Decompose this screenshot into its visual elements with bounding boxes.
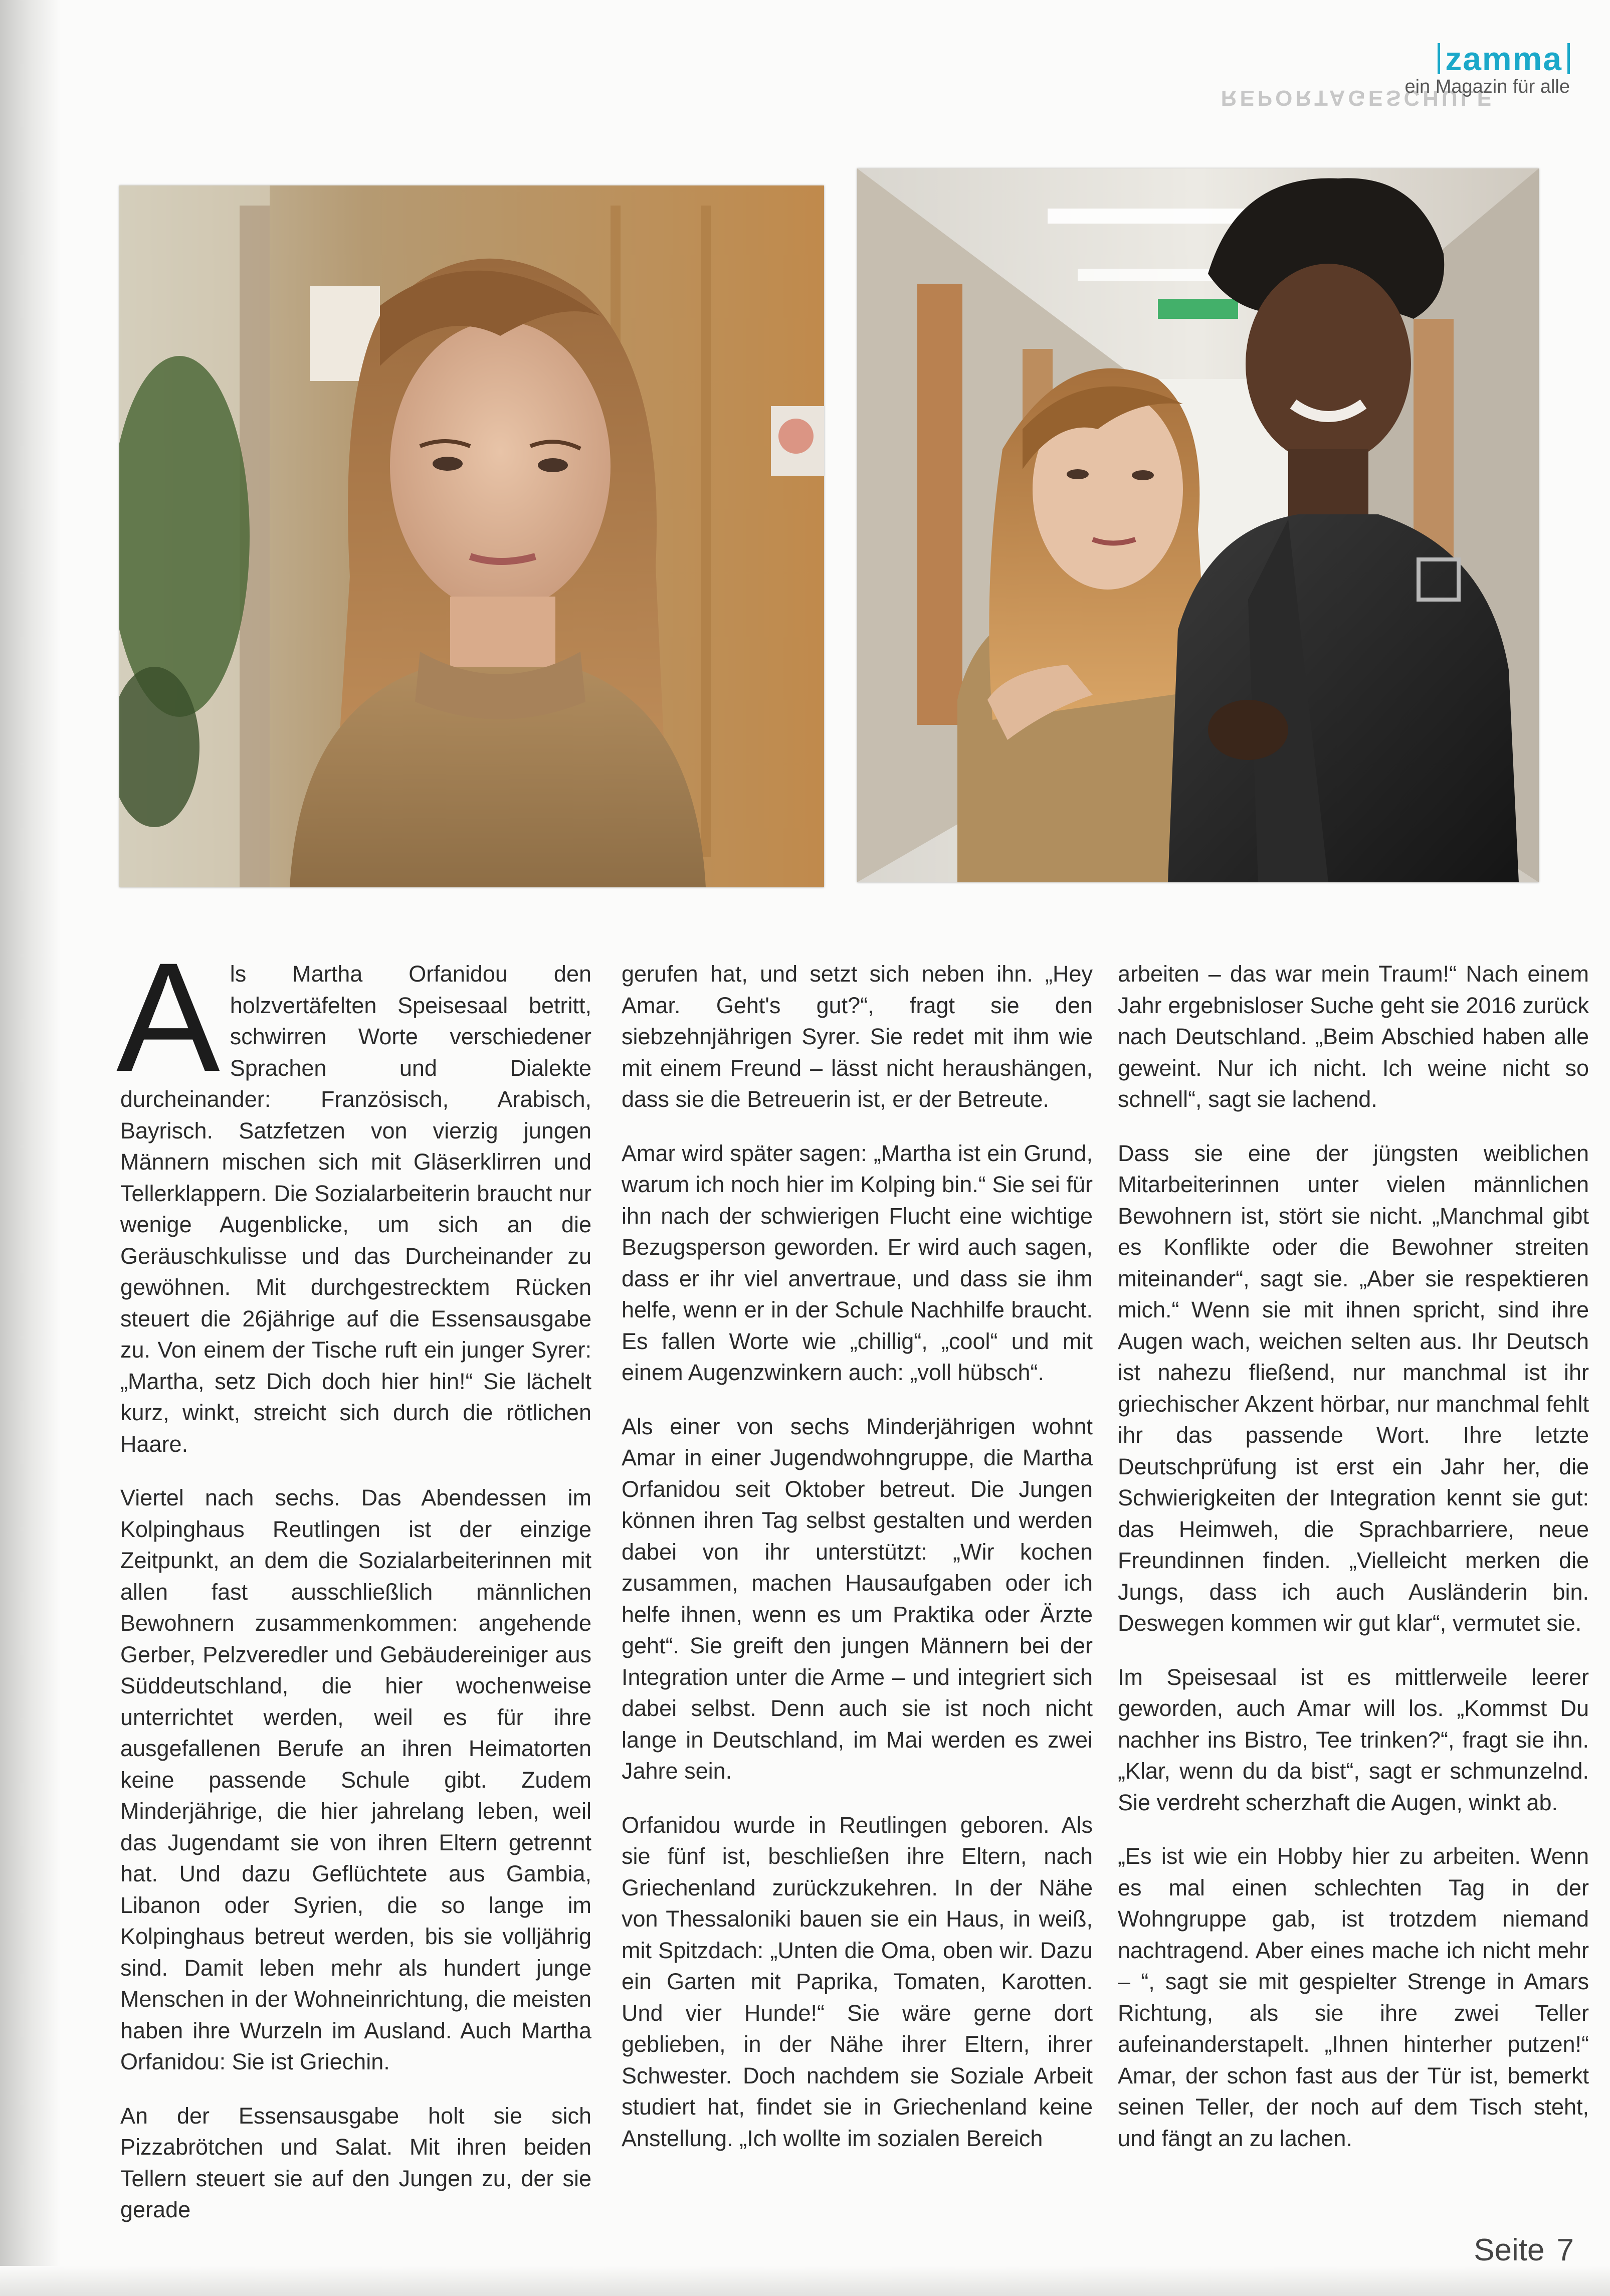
photo-martha-and-amar — [857, 168, 1539, 882]
photo-martha-portrait-image — [119, 185, 824, 887]
brand-logo: zamma — [1438, 43, 1570, 74]
article-paragraph: Orfanidou wurde in Reutlingen geboren. Als sie fünf ist, beschließen ihre Eltern, nach Griechenland zurückzukehren. In der Nähe von Thessaloniki bauen sie ein Haus, in weiß, mit Spitzdach: „Unten die Oma, oben wir. Dazu ein Garten mit Paprika, Tomaten, Karotten. Und vier Hunde!“ Sie wäre gerne dort geblieben, in der Nähe ihrer Eltern, ihrer Schwester. Doch nachdem sie Soziale Arbeit studiert hat, findet sie in Griechenland keine Anstellung. „Ich wollte im sozialen Bereich — [622, 1812, 1093, 2151]
article-paragraph: gerufen hat, und setzt sich neben ihn. „Hey Amar. Geht's gut?“, fragt sie den siebzehnjährigen Syrer. Sie redet mit ihm wie mit einem Freund – lässt nicht heraushängen, dass sie die Betreuerin ist, er der Betreute. — [622, 961, 1093, 1112]
article-paragraph: Viertel nach sechs. Das Abendessen im Kolpinghaus Reutlingen ist der einzige Zeitpunkt, an dem die Sozialarbeiterinnen mit allen fast ausschließlich männlichen Bewohnern zusammenkommen: angehende Gerber, Pelzveredler und Gebäudereiniger aus Süddeutschland, die hier wochenweise unterrichtet werden, weil es für ihre ausgefallenen Berufe an ihren Heimatorten keine passende Schule gibt. Zudem Minderjährige, die hier jahrelang leben, weil das Jugendamt sie von ihren Eltern getrennt hat. Und dazu Geflüchtete aus Gambia, Libanon oder Syrien, die so lange im Kolpinghaus betreut werden, bis sie volljährig sind. Damit leben mehr als hundert junge Menschen in der Wohneinrichtung, die meisten haben ihre Wurzeln im Ausland. Auch Martha Orfanidou: Sie ist Griechin. — [120, 1485, 591, 2074]
photo-martha-portrait — [119, 185, 824, 887]
page-label: Seite — [1474, 2233, 1545, 2267]
article-paragraph: arbeiten – das war mein Traum!“ Nach einem Jahr ergebnisloser Suche geht sie 2016 zurück nach Deutschland. „Beim Abschied haben alle geweint. Nur ich nicht. Ich weine nicht so schnell“, sagt sie lachend. — [1118, 961, 1589, 1112]
page-number — [1462, 2232, 1574, 2268]
article-column-1 — [116, 930, 591, 2248]
page-binding-shadow — [0, 0, 60, 2296]
article-paragraph: Amar wird später sagen: „Martha ist ein Grund, warum ich noch hier im Kolping bin.“ Sie sei für ihn nach der schwierigen Flucht eine wichtige Bezugsperson geworden. Er wird auch sagen, dass er ihr viel anvertraue, und dass sie ihm helfe, wenn er in der Schule Nachhilfe braucht. Es fallen Worte wie „chillig“, „cool“ und mit einem Augenzwinkern auch: „voll hübsch“. — [622, 1140, 1093, 1385]
bleed-through-text: REPORTAGESCHULE — [1221, 86, 1495, 110]
brand-tagline: ein Magazin für alle — [1404, 76, 1570, 97]
article-paragraph: „Es ist wie ein Hobby hier zu arbeiten. Wenn es mal einen schlechten Tag in der Wohngruppe gab, ist trotzdem niemand nachtragend. Aber eines mache ich nicht mehr – “, sagt sie mit gespielter Strenge in Amars Richtung, als sie ihre zwei Teller aufeinanderstapelt. „Ihnen hinterher putzen!“ Amar, der schon fast aus der Tür ist, bemerkt seinen Teller, der noch auf dem Tisch steht, und fängt an zu lachen. — [1118, 1843, 1589, 2151]
article-column-3 — [1118, 959, 1589, 2177]
photo-martha-and-amar-image — [857, 168, 1539, 882]
article-paragraph: Als einer von sechs Minderjährigen wohnt Amar in einer Jugendwohngruppe, die Martha Orfanidou seit Oktober betreut. Die Jungen können ihren Tag selbst gestalten und werden dabei von ihr unterstützt: „Wir kochen zusammen, machen Hausaufgaben oder ich helfe ihnen, wenn es um Praktika oder Ärzte geht“. Sie greift den jungen Männern bei der Integration unter die Arme – und integriert sich dabei selbst. Denn auch sie ist noch nicht lange in Deutschland, im Mai werden es zwei Jahre sein. — [622, 1413, 1093, 1784]
drop-cap: A — [116, 930, 220, 1104]
masthead — [1404, 40, 1570, 98]
page-number-value: 7 — [1556, 2233, 1574, 2267]
article-paragraph-text: ls Martha Orfanidou den holzvertäfelten Speisesaal betritt, schwirren Worte verschiedener Sprachen und Dialekte durcheinander: Französisch, Arabisch, Bayrisch. Satzfetzen von vierzig jungen Männern mischen sich mit Gläserklirren und Tellerklappern. Die Sozialarbeiterin braucht nur wenige Augenblicke, um sich an die Geräuschkulisse und das Durcheinander zu gewöhnen. Mit durchgestrecktem Rücken steuert die 26jährige auf die Essensausgabe zu. Von einem der Tische ruft ein junger Syrer: „Martha, setz Dich doch hier hin!“ Sie lächelt kurz, winkt, streicht sich durch die rötlichen Haare. — [120, 961, 591, 1457]
article-paragraph: Im Speisesaal ist es mittlerweile leerer geworden, auch Amar will los. „Kommst Du nachher ins Bistro, Tee trinken?“, fragt sie ihn. „Klar, wenn du da bist“, sagt er schmunzelnd. Sie verdreht scherzhaft die Augen, winkt ab. — [1118, 1664, 1589, 1815]
page-bottom-shadow — [0, 2266, 1610, 2296]
article-paragraph — [116, 930, 591, 1460]
article-paragraph: An der Essensausgabe holt sie sich Pizzabrötchen und Salat. Mit ihren beiden Tellern steuert sie auf den Jungen zu, der sie gerade — [120, 2102, 591, 2222]
article-column-2 — [622, 959, 1093, 2177]
article-paragraph: Dass sie eine der jüngsten weiblichen Mitarbeiterinnen unter vielen männlichen Bewohnern ist, stört sie nicht. „Manchmal gibt es Konflikte oder die Bewohner streiten miteinander“, sagt sie. „Aber sie respektieren mich.“ Wenn sie mit ihnen spricht, sind ihre Augen wach, weichen selten aus. Ihr Deutsch ist nahezu fließend, nur manchmal ist ihr griechischer Akzent hörbar, nur manchmal fehlt ihr das passende Wort. Ihre letzte Deutschprüfung ist erst ein Jahr her, die Schwierigkeiten der Integration kennt sie gut: das Heimweh, die Sprachbarriere, neue Freundinnen finden. „Vielleicht merken die Jungs, dass ich auch Ausländerin bin. Deswegen kommen wir gut klar“, vermutet sie. — [1118, 1140, 1589, 1636]
